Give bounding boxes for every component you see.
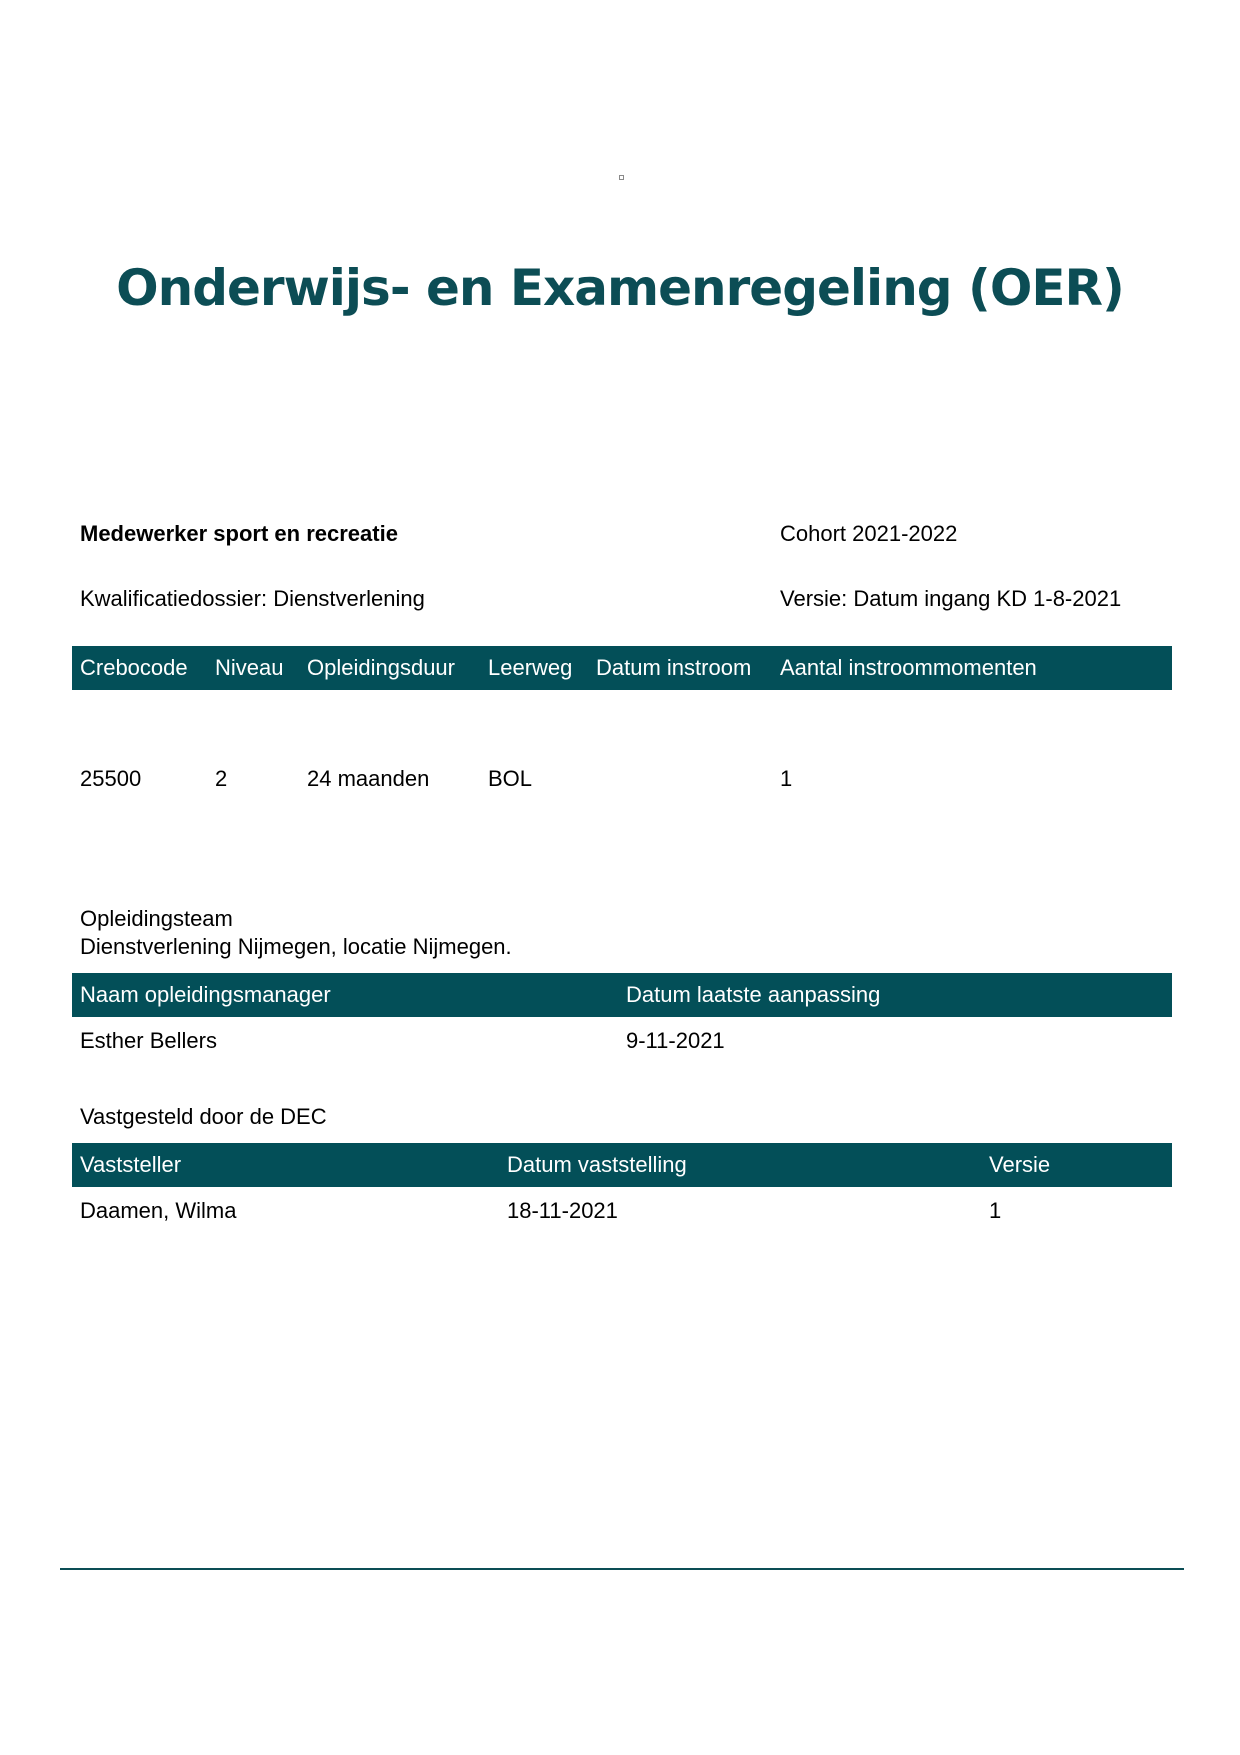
- cell-versie: 1: [989, 1198, 1002, 1223]
- document-title: Onderwijs- en Examenregeling (OER): [116, 259, 1124, 317]
- cell-vaststeller: Daamen, Wilma: [80, 1198, 237, 1223]
- dec-table-header: [72, 1143, 1172, 1187]
- dec-label: Vastgesteld door de DEC: [80, 1104, 327, 1129]
- header-naam-opleidingsmanager: Naam opleidingsmanager: [80, 982, 331, 1007]
- cell-aantal-instroommomenten: 1: [780, 766, 793, 791]
- cell-crebocode: 25500: [80, 766, 142, 791]
- header-niveau: Niveau: [215, 655, 284, 680]
- header-leerweg: Leerweg: [488, 655, 573, 680]
- manager-table-header: [72, 973, 1172, 1017]
- team-value: Dienstverlening Nijmegen, locatie Nijmegen.: [80, 934, 512, 959]
- cell-leerweg: BOL: [488, 766, 533, 791]
- cell-datum-vaststelling: 18-11-2021: [507, 1198, 618, 1223]
- cell-opleidingsduur: 24 maanden: [307, 766, 430, 791]
- header-versie: Versie: [989, 1152, 1051, 1177]
- program-name: Medewerker sport en recreatie: [80, 521, 398, 546]
- header-datum-vaststelling: Datum vaststelling: [507, 1152, 687, 1177]
- cell-manager-name: Esther Bellers: [80, 1028, 217, 1053]
- version-label: Versie: Datum ingang KD 1-8-2021: [780, 586, 1122, 611]
- program-table-header: [72, 646, 1172, 690]
- image-placeholder-icon: [619, 175, 624, 180]
- footer-divider: [60, 1568, 1184, 1570]
- header-aantal-instroommomenten: Aantal instroommomenten: [780, 655, 1037, 680]
- header-datum-instroom: Datum instroom: [596, 655, 752, 680]
- header-crebocode: Crebocode: [80, 655, 188, 680]
- cell-last-modified: 9-11-2021: [626, 1028, 725, 1053]
- cell-niveau: 2: [215, 766, 228, 791]
- header-vaststeller: Vaststeller: [80, 1152, 182, 1177]
- team-label: Opleidingsteam: [80, 906, 233, 931]
- header-opleidingsduur: Opleidingsduur: [307, 655, 455, 680]
- cohort-label: Cohort 2021-2022: [780, 521, 958, 546]
- dossier-label: Kwalificatiedossier: Dienstverlening: [80, 586, 425, 611]
- header-datum-laatste-aanpassing: Datum laatste aanpassing: [626, 982, 881, 1007]
